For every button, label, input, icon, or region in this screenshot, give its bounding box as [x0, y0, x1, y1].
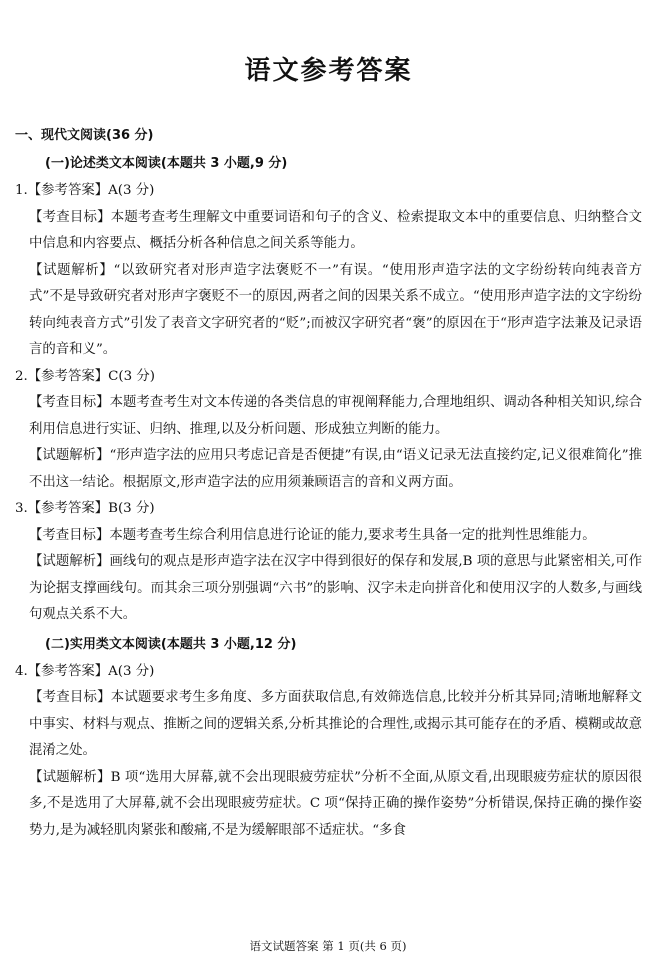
q1-target: 【考查目标】本题考查考生理解文中重要词语和句子的含义、检索提取文本中的重要信息、归纳整合文中信息和内容要点、概括分析各种信息之间关系等能力。 [29, 209, 642, 251]
q4-target: 【考查目标】本试题要求考生多角度、多方面获取信息,有效筛选信息,比较并分析其异同;清晰地解释文中事实、材料与观点、推断之间的逻辑关系,分析其推论的合理性,或揭示其可能存在的矛盾、模糊或故意混淆之处。 [29, 690, 642, 758]
page-footer: 语文试题答案 第 1 页(共 6 页) [249, 939, 407, 953]
q2-answer: 2.【参考答案】C(3 分) [15, 368, 155, 384]
q4-answer: 4.【参考答案】A(3 分) [15, 663, 155, 679]
q4-analysis: 【试题解析】B 项“选用大屏幕,就不会出现眼疲劳症状”分析不全面,从原文看,出现眼疲劳症状的原因很多,不是选用了大屏幕,就不会出现眼疲劳症状。C 项“保持正确的操作姿势”分析错误,保持正确的操作姿势力,是为减轻肌肉紧张和酸痛,不是为缓解眼部不适症状。“多食 [29, 769, 642, 838]
subsection-heading-practical: (二)实用类文本阅读(本题共 3 小题,12 分) [45, 636, 297, 652]
q1-answer: 1.【参考答案】A(3 分) [15, 183, 155, 198]
q3-answer: 3.【参考答案】B(3 分) [15, 501, 155, 516]
q2-target: 【考查目标】本题考查考生对文本传递的各类信息的审视阐释能力,合理地组织、调动各种相关知识,综合利用信息进行实证、归纳、推理,以及分析问题、形成独立判断的能力。 [29, 395, 642, 437]
q3-analysis: 【试题解析】画线句的观点是形声造字法在汉字中得到很好的保存和发展,B 项的意思与此紧密相关,可作为论据支撑画线句。而其余三项分别强调“六书”的影响、汉字未走向拼音化和使用汉字的人数多,与画线句观点关系不大。 [29, 554, 642, 622]
subsection-heading-argumentative: (一)论述类文本阅读(本题共 3 小题,9 分) [45, 156, 288, 171]
q3-target: 【考查目标】本题考查考生综合利用信息进行论证的能力,要求考生具备一定的批判性思维能力。 [29, 527, 596, 543]
q1-analysis: 【试题解析】“以致研究者对形声造字法褒贬不一”有误。“使用形声造字法的文字纷纷转向纯表音方式”不是导致研究者对形声字褒贬不一的原因,两者之间的因果关系不成立。“使用形声造字法的文字纷纷转向纯表音方式”引发了表音文字研究者的“贬”;而被汉字研究者“褒”的原因在于“形声造字法兼及记录语言的音和义”。 [29, 262, 642, 357]
q2-analysis: 【试题解析】“形声造字法的应用只考虑记音是否便捷”有误,由“语义记录无法直接约定,记义很难简化”推不出这一结论。根据原文,形声造字法的应用须兼顾语言的音和义两方面。 [29, 448, 642, 490]
page-title: 语文参考答案 [244, 56, 413, 86]
section-heading-modern-reading: 一、现代文阅读(36 分) [15, 128, 154, 143]
